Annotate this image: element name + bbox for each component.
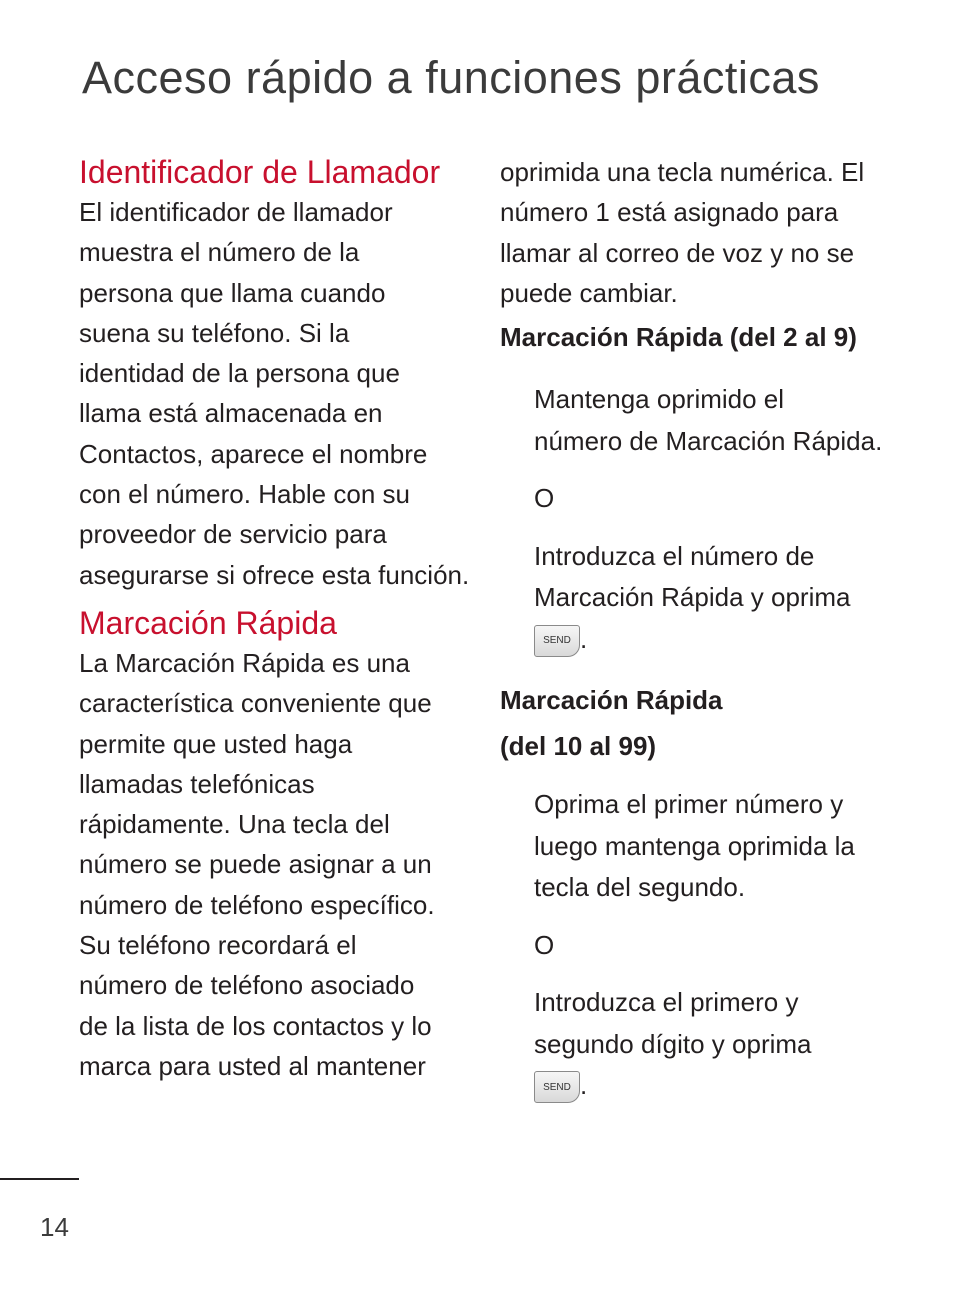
instruction-line: Introduzca el número de <box>534 540 815 571</box>
instruction-line: Marcación Rápida y oprima <box>534 582 851 613</box>
speed-dial-line: número de teléfono asociado <box>79 970 415 1001</box>
speed-dial-paragraph <box>79 643 469 1086</box>
speed-dial-line: de la lista de los contactos y lo <box>79 1010 432 1041</box>
caller-id-line: llama está almacenada en <box>79 398 383 429</box>
caller-id-line: Contactos, aparece el nombre <box>79 438 428 469</box>
speed-dial-line: La Marcación Rápida es una <box>79 647 410 678</box>
caller-id-line: con el número. Hable con su <box>79 479 410 510</box>
speed-dial-10-99-heading-line: Marcación Rápida <box>500 685 723 716</box>
period: . <box>580 623 588 654</box>
page-number: 14 <box>40 1212 69 1242</box>
send-key-icon: SEND <box>534 625 580 657</box>
speed-dial-10-99-option2 <box>534 982 900 1107</box>
instruction-line: número de Marcación Rápida. <box>534 425 883 456</box>
send-key-line <box>534 1065 900 1107</box>
caller-id-line: proveedor de servicio para <box>79 519 387 550</box>
speed-dial-2-9-option1 <box>534 379 900 462</box>
speed-dial-heading: Marcación Rápida <box>79 604 337 641</box>
left-column <box>79 152 469 1086</box>
speed-dial-line: permite que usted haga <box>79 728 353 759</box>
instruction-line: Oprima el primer número y <box>534 789 844 820</box>
instruction-line: tecla del segundo. <box>534 872 746 903</box>
caller-id-heading: Identificador de Llamador <box>79 154 441 190</box>
send-key-icon: SEND <box>534 1071 580 1103</box>
instruction-line: luego mantenga oprimida la <box>534 830 855 861</box>
caller-id-line: suena su teléfono. Si la <box>79 317 350 348</box>
right-column <box>500 152 900 1107</box>
caller-id-line: asegurarse si ofrece esta función. <box>79 559 470 590</box>
speed-dial-continued-line: número 1 está asignado para <box>500 197 839 228</box>
speed-dial-10-99-heading <box>500 680 900 766</box>
caller-id-line: persona que llama cuando <box>79 277 386 308</box>
instruction-line: segundo dígito y oprima <box>534 1028 812 1059</box>
speed-dial-line: Su teléfono recordará el <box>79 930 357 961</box>
send-key-line <box>534 619 900 661</box>
speed-dial-2-9-option2 <box>534 536 900 661</box>
speed-dial-10-99-option1 <box>534 784 900 909</box>
instruction-line: Mantenga oprimido el <box>534 384 785 415</box>
speed-dial-continued <box>500 152 900 313</box>
speed-dial-line: característica conveniente que <box>79 688 432 719</box>
or-label: O <box>534 929 555 960</box>
speed-dial-continued-line: puede cambiar. <box>500 277 678 308</box>
caller-id-paragraph <box>79 192 469 595</box>
period: . <box>580 1070 588 1101</box>
speed-dial-line: llamadas telefónicas <box>79 768 315 799</box>
caller-id-line: El identificador de llamador <box>79 197 393 227</box>
speed-dial-line: rápidamente. Una tecla del <box>79 809 390 840</box>
speed-dial-2-9-heading: Marcación Rápida (del 2 al 9) <box>500 322 857 353</box>
speed-dial-line: número se puede asignar a un <box>79 849 432 880</box>
speed-dial-line: marca para usted al mantener <box>79 1050 426 1081</box>
speed-dial-line: número de teléfono específico. <box>79 889 435 920</box>
page-title: Acceso rápido a funciones prácticas <box>82 52 820 103</box>
speed-dial-continued-line: llamar al correo de voz y no se <box>500 237 855 268</box>
caller-id-line: identidad de la persona que <box>79 358 400 389</box>
instruction-line: Introduzca el primero y <box>534 987 799 1018</box>
speed-dial-10-99-heading-line: (del 10 al 99) <box>500 731 657 762</box>
caller-id-line: muestra el número de la <box>79 237 360 268</box>
footer-rule <box>0 1178 79 1180</box>
speed-dial-continued-line: oprimida una tecla numérica. El <box>500 157 865 187</box>
or-label: O <box>534 483 555 514</box>
